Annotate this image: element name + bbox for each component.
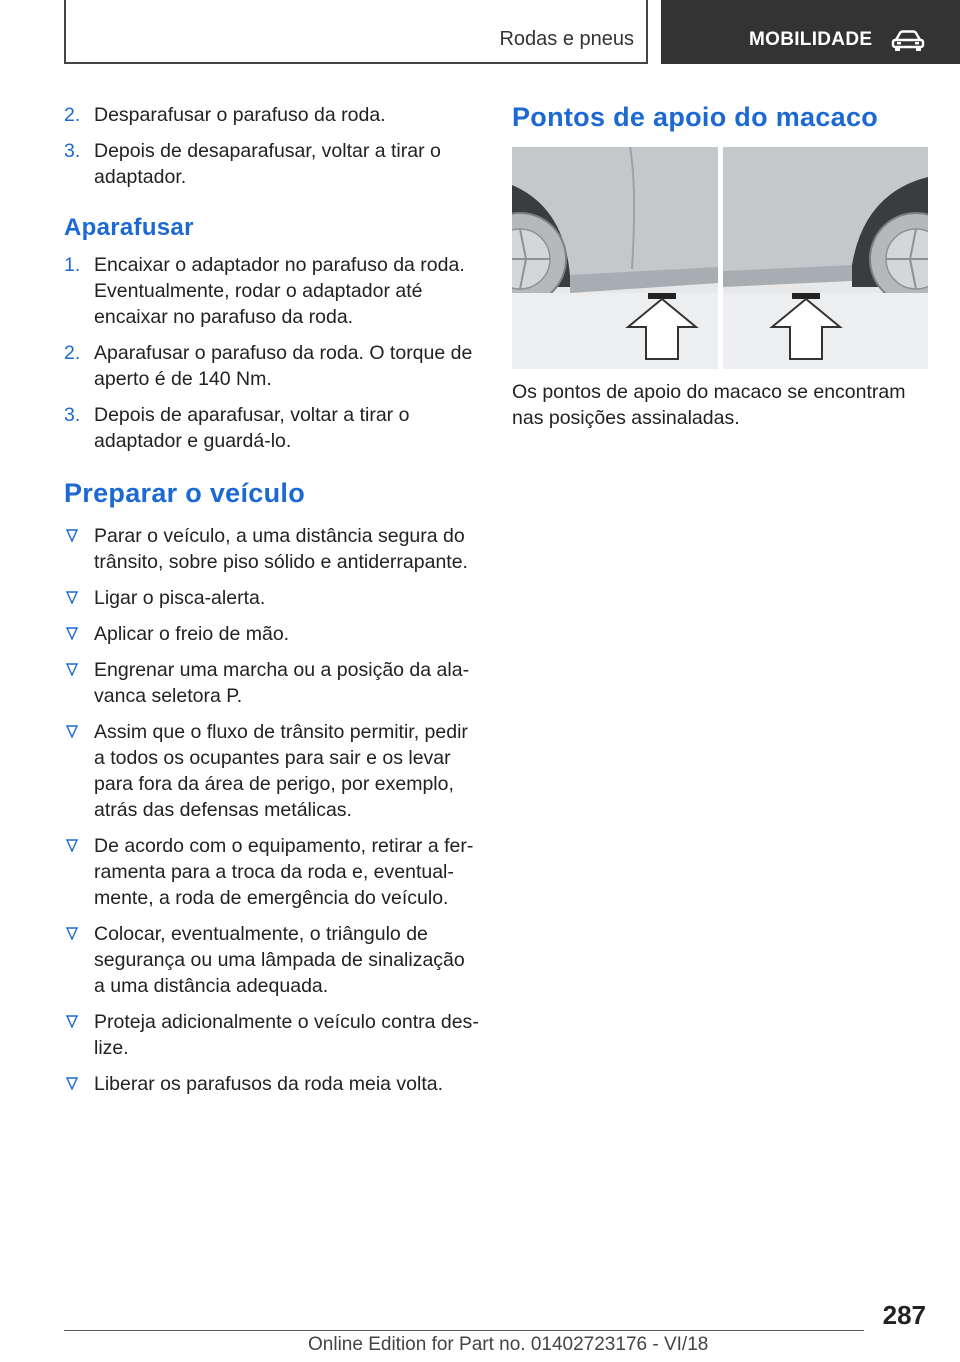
bullet-item (64, 657, 480, 709)
section-title: Rodas e pneus (499, 28, 634, 50)
step-item (64, 102, 480, 128)
step-item (64, 252, 480, 330)
step-item (64, 138, 480, 190)
step-text: Encaixar o adaptador no parafuso da roda. Eventualmente, rodar o adaptador até encaixar no parafuso da roda. (94, 254, 465, 328)
bullet-item (64, 621, 480, 647)
footer-edition: Online Edition for Part no. 01402723176 - VI/18 (308, 1334, 709, 1355)
bullet-item (64, 523, 480, 575)
triangle-bullet-icon (66, 663, 78, 676)
step-text: Depois de aparafusar, voltar a tirar o adaptador e guardá-lo. (94, 404, 410, 452)
chapter-tab (661, 0, 960, 64)
step-item (64, 340, 480, 392)
heading-pontos-apoio: Pontos de apoio do macaco (512, 102, 879, 132)
triangle-bullet-icon (66, 591, 78, 604)
footer-divider (64, 1330, 864, 1331)
right-column (512, 102, 928, 431)
triangle-bullet-icon (66, 1077, 78, 1090)
step-text: Desparafusar o parafuso da roda. (94, 104, 386, 126)
step-number: 3. (64, 404, 81, 426)
bullet-text: Parar o veículo, a uma distância segura do trânsito, sobre piso sólido e antiderrapante. (94, 525, 468, 573)
car-icon (891, 30, 925, 52)
jack-points-illustration (512, 147, 928, 369)
bullet-text: Aplicar o freio de mão. (94, 623, 290, 645)
heading-preparar-veiculo: Preparar o veículo (64, 478, 306, 508)
step-number: 3. (64, 140, 81, 162)
figure-caption: Os pontos de apoio do macaco se encontram nas posições assinaladas. (512, 381, 906, 429)
triangle-bullet-icon (66, 1015, 78, 1028)
header-section-box (64, 0, 648, 64)
bullet-item (64, 1071, 480, 1097)
step-text: Aparafusar o parafuso da roda. O torque de aperto é de 140 Nm. (94, 342, 473, 390)
triangle-bullet-icon (66, 839, 78, 852)
triangle-bullet-icon (66, 529, 78, 542)
bullet-text: Proteja adicionalmente o veículo contra deslize. (94, 1011, 479, 1059)
bullet-item (64, 719, 480, 823)
triangle-bullet-icon (66, 927, 78, 940)
jack-point-left-panel (512, 147, 718, 369)
jack-point-right-panel (723, 147, 928, 369)
triangle-bullet-icon (66, 627, 78, 640)
bullet-item (64, 921, 480, 999)
bullet-text: Colocar, eventualmente, o triângulo de segurança ou uma lâmpada de sinalização a uma distância adequada. (94, 923, 465, 997)
step-item (64, 402, 480, 454)
step-number: 2. (64, 342, 81, 364)
triangle-bullet-icon (66, 725, 78, 738)
bullet-text: Liberar os parafusos da roda meia volta. (94, 1073, 444, 1095)
bullet-text: Engrenar uma marcha ou a posição da alavanca seletora P. (94, 659, 470, 707)
bullet-text: Assim que o fluxo de trânsito permitir, pedir a todos os ocupantes para sair e os levar para fora da área de perigo, por exemplo, atrás das defensas metálicas. (94, 721, 468, 821)
step-number: 2. (64, 104, 81, 126)
step-text: Depois de desaparafusar, voltar a tirar o adaptador. (94, 140, 441, 188)
bullet-item (64, 1009, 480, 1061)
bullet-text: De acordo com o equipamento, retirar a ferramenta para a troca da roda e, eventualmente, a roda de emergência do veículo. (94, 835, 474, 909)
page-number: 287 (882, 1300, 926, 1330)
step-number: 1. (64, 254, 81, 276)
chapter-label: MOBILIDADE (749, 29, 873, 50)
bullet-item (64, 585, 480, 611)
bullet-item (64, 833, 480, 911)
left-column (64, 102, 480, 1107)
heading-aparafusar: Aparafusar (64, 214, 194, 241)
bullet-text: Ligar o pisca-alerta. (94, 587, 266, 609)
